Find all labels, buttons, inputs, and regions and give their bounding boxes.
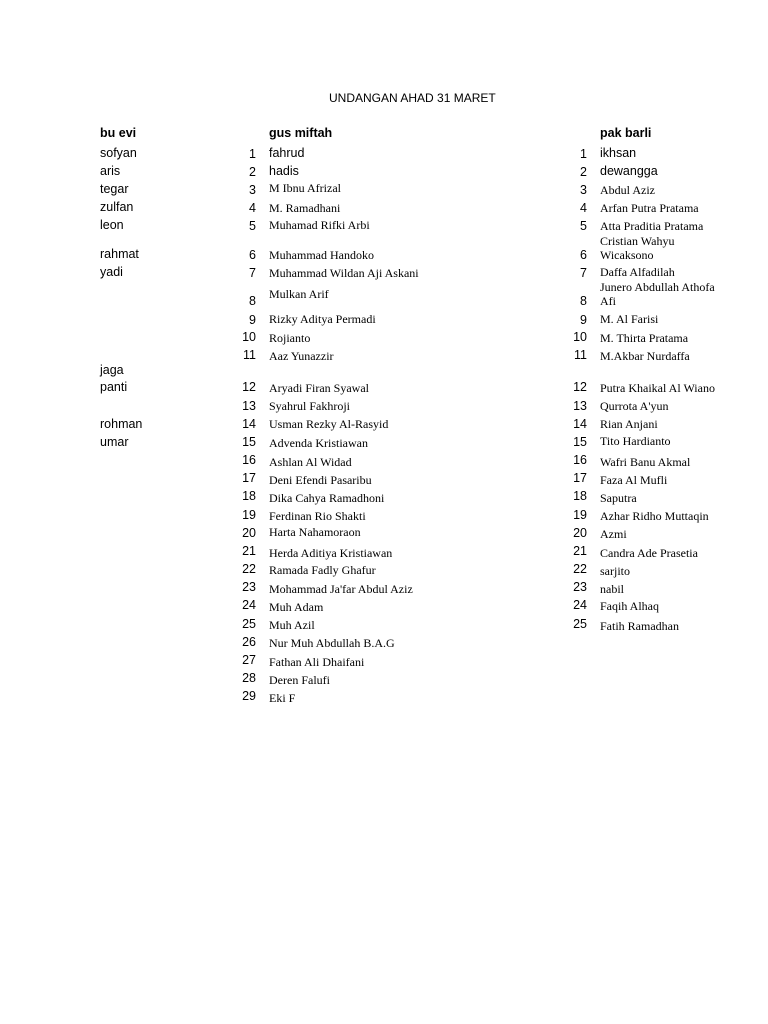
col2-name: Herda Aditiya Kristiawan: [269, 546, 393, 560]
col3-name: Tito Hardianto: [600, 434, 671, 448]
col2-name: Aaz Yunazzir: [269, 349, 334, 363]
col2-number: 3: [249, 183, 256, 197]
col2-number: 29: [242, 689, 256, 703]
col3-number: 11: [574, 348, 587, 362]
col3-name: Daffa Alfadilah: [600, 265, 675, 279]
col2-number: 11: [243, 348, 256, 362]
col2-name: Deni Efendi Pasaribu: [269, 473, 372, 487]
col3-number: 21: [573, 544, 587, 558]
col3-name: dewangga: [600, 164, 658, 178]
col2-number: 17: [242, 471, 256, 485]
col2-number: 5: [249, 219, 256, 233]
col3-number: 1: [580, 147, 587, 161]
col3-name-line1: Junero Abdullah Athofa: [600, 280, 715, 294]
col2-number: 13: [242, 399, 256, 413]
col3-name: M.Akbar Nurdaffa: [600, 349, 690, 363]
col2-name: Ramada Fadly Ghafur: [269, 563, 376, 577]
col2-name: Muhamad Rifki Arbi: [269, 218, 370, 232]
col3-number: 19: [573, 508, 587, 522]
col2-number: 14: [242, 417, 256, 431]
col3-name: Rian Anjani: [600, 417, 658, 431]
col2-number: 2: [249, 165, 256, 179]
col3-number: 7: [580, 266, 587, 280]
column-header-gus-miftah: gus miftah: [269, 126, 333, 140]
col2-name: Muhammad Wildan Aji Askani: [269, 266, 419, 280]
col3-number: 13: [573, 399, 587, 413]
col3-name: nabil: [600, 582, 624, 596]
col2-name: Rizky Aditya Permadi: [269, 312, 376, 326]
col2-number: 7: [249, 266, 256, 280]
col3-number: 4: [580, 201, 587, 215]
col3-number: 3: [580, 183, 587, 197]
col2-number: 26: [242, 635, 256, 649]
col1-name: aris: [100, 164, 121, 178]
col3-name: Qurrota A'yun: [600, 399, 669, 413]
col1-name: sofyan: [100, 146, 137, 160]
col3-name: ikhsan: [600, 146, 637, 160]
col2-number: 28: [242, 671, 256, 685]
col2-number: 25: [242, 617, 256, 631]
col2-number: 27: [242, 653, 256, 667]
col3-number: 2: [580, 165, 587, 179]
col2-number: 24: [242, 598, 256, 612]
col3-number: 17: [573, 471, 587, 485]
col3-name: Atta Praditia Pratama: [600, 219, 704, 233]
col3-name: Putra Khaikal Al Wiano: [600, 381, 715, 395]
col2-number: 6: [249, 248, 256, 262]
col2-name: Muh Azil: [269, 618, 315, 632]
col3-number: 18: [573, 489, 587, 503]
document-title: UNDANGAN AHAD 31 MARET: [329, 91, 496, 105]
col3-name-line2: Wicaksono: [600, 248, 654, 262]
col2-name: Fathan Ali Dhaifani: [269, 655, 365, 669]
col2-name: Muh Adam: [269, 600, 324, 614]
col2-number: 20: [242, 526, 256, 540]
col2-number: 12: [242, 380, 256, 394]
col3-name: Fatih Ramadhan: [600, 619, 679, 633]
col3-name: Faqih Alhaq: [600, 599, 659, 613]
col3-name: Azmi: [600, 527, 627, 541]
column-header-bu-evi: bu evi: [100, 126, 137, 140]
col2-name: Ferdinan Rio Shakti: [269, 509, 366, 523]
col3-number: 16: [573, 453, 587, 467]
col3-name-line1: Cristian Wahyu: [600, 234, 675, 248]
col2-number: 9: [249, 313, 256, 327]
col2-name: M Ibnu Afrizal: [269, 181, 341, 195]
column-header-pak-barli: pak barli: [600, 126, 652, 140]
col3-number: 5: [580, 219, 587, 233]
col1-name: jaga: [100, 363, 124, 377]
col3-name: Arfan Putra Pratama: [600, 201, 699, 215]
col2-name: Ashlan Al Widad: [269, 455, 352, 469]
col2-number: 19: [242, 508, 256, 522]
col2-name: Mohammad Ja'far Abdul Aziz: [269, 582, 413, 596]
col2-number: 16: [242, 453, 256, 467]
col2-name: Dika Cahya Ramadhoni: [269, 491, 385, 505]
col2-name: Muhammad Handoko: [269, 248, 374, 262]
col1-name: leon: [100, 218, 124, 232]
col3-number: 23: [573, 580, 587, 594]
col3-name: M. Al Farisi: [600, 312, 659, 326]
col3-name: Saputra: [600, 491, 637, 505]
col2-number: 23: [242, 580, 256, 594]
col2-name: Mulkan Arif: [269, 287, 329, 301]
col3-number: 9: [580, 313, 587, 327]
col3-name: Wafri Banu Akmal: [600, 455, 691, 469]
col2-name: Rojianto: [269, 331, 311, 345]
col3-name-line2: Afi: [600, 294, 616, 308]
col2-name: Advenda Kristiawan: [269, 436, 368, 450]
col2-name: Harta Nahamoraon: [269, 525, 361, 539]
col3-name: Faza Al Mufli: [600, 473, 668, 487]
col1-name: panti: [100, 380, 128, 394]
col2-name: Eki F: [269, 691, 296, 705]
col3-number: 20: [573, 526, 587, 540]
col3-number: 8: [580, 294, 587, 308]
col2-number: 18: [242, 489, 256, 503]
col3-name: Abdul Aziz: [600, 183, 655, 197]
col3-number: 15: [573, 435, 587, 449]
col2-number: 4: [249, 201, 256, 215]
col2-name: Aryadi Firan Syawal: [269, 381, 369, 395]
col3-name: Candra Ade Prasetia: [600, 546, 698, 560]
col1-name: rahmat: [100, 247, 139, 261]
col3-number: 6: [580, 248, 587, 262]
col2-name: Deren Falufi: [269, 673, 330, 687]
col2-number: 1: [249, 147, 256, 161]
col2-name: Syahrul Fakhroji: [269, 399, 350, 413]
col1-name: yadi: [100, 265, 123, 279]
col3-number: 24: [573, 598, 587, 612]
col1-name: tegar: [100, 182, 129, 196]
col3-number: 10: [573, 330, 587, 344]
col3-number: 12: [573, 380, 587, 394]
col2-number: 10: [242, 330, 256, 344]
col1-name: zulfan: [100, 200, 134, 214]
col3-name: M. Thirta Pratama: [600, 331, 689, 345]
col3-name: sarjito: [600, 564, 630, 578]
col2-name: hadis: [269, 164, 299, 178]
col2-number: 22: [242, 562, 256, 576]
col3-number: 14: [573, 417, 587, 431]
col2-number: 15: [242, 435, 256, 449]
col2-name: Usman Rezky Al-Rasyid: [269, 417, 389, 431]
col3-number: 25: [573, 617, 587, 631]
col2-number: 21: [242, 544, 256, 558]
col1-name: rohman: [100, 417, 143, 431]
col3-number: 22: [573, 562, 587, 576]
col3-name: Azhar Ridho Muttaqin: [600, 509, 709, 523]
col2-name: fahrud: [269, 146, 305, 160]
col2-number: 8: [249, 294, 256, 308]
col1-name: umar: [100, 435, 129, 449]
col2-name: M. Ramadhani: [269, 201, 341, 215]
col2-name: Nur Muh Abdullah B.A.G: [269, 636, 395, 650]
